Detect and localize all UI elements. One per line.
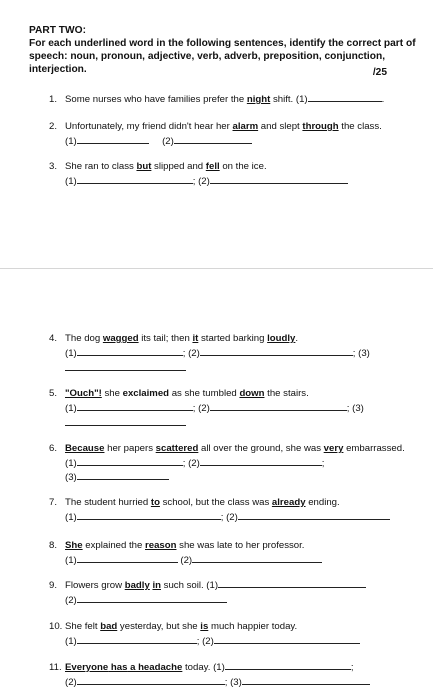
underlined-word: alarm (232, 121, 259, 132)
underlined-word: "Ouch"! (65, 388, 102, 399)
question-4-answers-2 (49, 361, 186, 376)
answer-blank[interactable] (192, 553, 322, 563)
underlined-word: but (136, 161, 152, 172)
underlined-word: Everyone (65, 662, 109, 673)
answer-blank[interactable] (210, 401, 347, 411)
underlined-word: in (152, 580, 161, 591)
question-5-answers: (1) ; (2) ; (3) (65, 403, 364, 414)
answer-blank[interactable] (77, 470, 169, 480)
question-10-answers: (1) ; (2) (49, 634, 360, 649)
underlined-word: reason (145, 540, 177, 551)
question-2: 2. Unfortunately, my friend didn't hear her alarm and slept through the class. (49, 121, 382, 132)
question-9-answers: (2) (49, 593, 227, 608)
underlined-word: badly (124, 580, 150, 591)
instructions-header (29, 24, 425, 76)
question-10: 10. She felt bad yesterday, but she is much happier today. (49, 621, 298, 632)
answer-blank[interactable] (77, 134, 149, 144)
answer-blank[interactable] (218, 578, 366, 588)
question-1: 1. Some nurses who have families prefer the night shift. (1) . (49, 94, 385, 105)
answer-blank[interactable] (77, 346, 183, 356)
answer-blank[interactable] (238, 510, 390, 520)
question-9: 9. Flowers grow badly in such soil. (1) (49, 578, 366, 593)
underlined-word: wagged (102, 333, 139, 344)
underlined-word: She (65, 540, 83, 551)
answer-blank[interactable] (77, 510, 221, 520)
question-4: 4. The dog wagged its tail; then it started barking loudly. (49, 333, 299, 344)
question-7: 7. The student hurried to school, but the class was already ending. (49, 497, 340, 508)
underlined-word: scattered (155, 443, 199, 454)
part-title: PART TWO: (29, 25, 86, 36)
page-divider (0, 268, 433, 269)
underlined-word: to (150, 497, 160, 508)
instructions-text: For each underlined word in the following sentences, identify the correct part of speech: noun, pronoun, adjective, verb, adverb, preposition, conjunction, interjection. (29, 38, 416, 75)
question-5-answers-2 (49, 416, 186, 431)
question-2-answers: (1) (2) (49, 134, 252, 149)
answer-blank[interactable] (77, 593, 227, 603)
answer-blank[interactable] (174, 134, 252, 144)
question-11: 11. Everyone has a headache today. (1) ; (49, 662, 354, 673)
question-3-answers: (1) ; (2) (49, 174, 348, 189)
question-11-answers: (2) ; (3) (49, 675, 370, 690)
score-total: /25 (372, 67, 387, 78)
underlined-word: loudly (267, 333, 296, 344)
question-6-answers-2: (3) (49, 470, 169, 485)
underlined-word: night (246, 94, 271, 105)
answer-blank[interactable] (65, 361, 186, 371)
answer-blank[interactable] (242, 675, 370, 685)
bold-word: exclaimed (122, 388, 170, 399)
question-8: 8. She explained the reason she was late to her professor. (49, 540, 305, 551)
answer-blank[interactable] (200, 456, 322, 466)
answer-blank[interactable] (77, 553, 178, 563)
answer-blank[interactable] (200, 346, 353, 356)
underlined-word: down (239, 388, 265, 399)
underlined-word: a headache (127, 662, 183, 673)
answer-blank[interactable] (77, 401, 193, 411)
question-7-answers: (1) ; (2) (49, 510, 390, 525)
answer-blank[interactable] (210, 174, 348, 184)
question-6: 6. Because her papers scattered all over the ground, she was very embarrassed. (49, 443, 405, 454)
answer-blank[interactable] (308, 92, 382, 102)
underlined-word: fell (205, 161, 220, 172)
answer-blank[interactable] (77, 675, 225, 685)
question-3: 3. She ran to class but slipped and fell on the ice. (49, 161, 267, 172)
answer-blank[interactable] (77, 174, 193, 184)
underlined-word: Because (65, 443, 105, 454)
question-8-answers: (1) (2) (49, 553, 322, 568)
answer-blank[interactable] (225, 660, 351, 670)
answer-blank[interactable] (65, 416, 186, 426)
underlined-word: bad (100, 621, 118, 632)
answer-blank[interactable] (77, 456, 183, 466)
answer-blank[interactable] (77, 634, 197, 644)
answer-blank[interactable] (214, 634, 360, 644)
question-5: 5. "Ouch"! she exclaimed as she tumbled down the stairs. (49, 388, 309, 399)
underlined-word: it (192, 333, 199, 344)
question-4-answers: (1) ; (2) ; (3) (65, 348, 370, 359)
question-6-answers: (1) ; (2) ; (65, 458, 325, 469)
underlined-word: through (302, 121, 339, 132)
underlined-word: already (271, 497, 306, 508)
underlined-word: very (323, 443, 344, 454)
underlined-word: is (200, 621, 209, 632)
